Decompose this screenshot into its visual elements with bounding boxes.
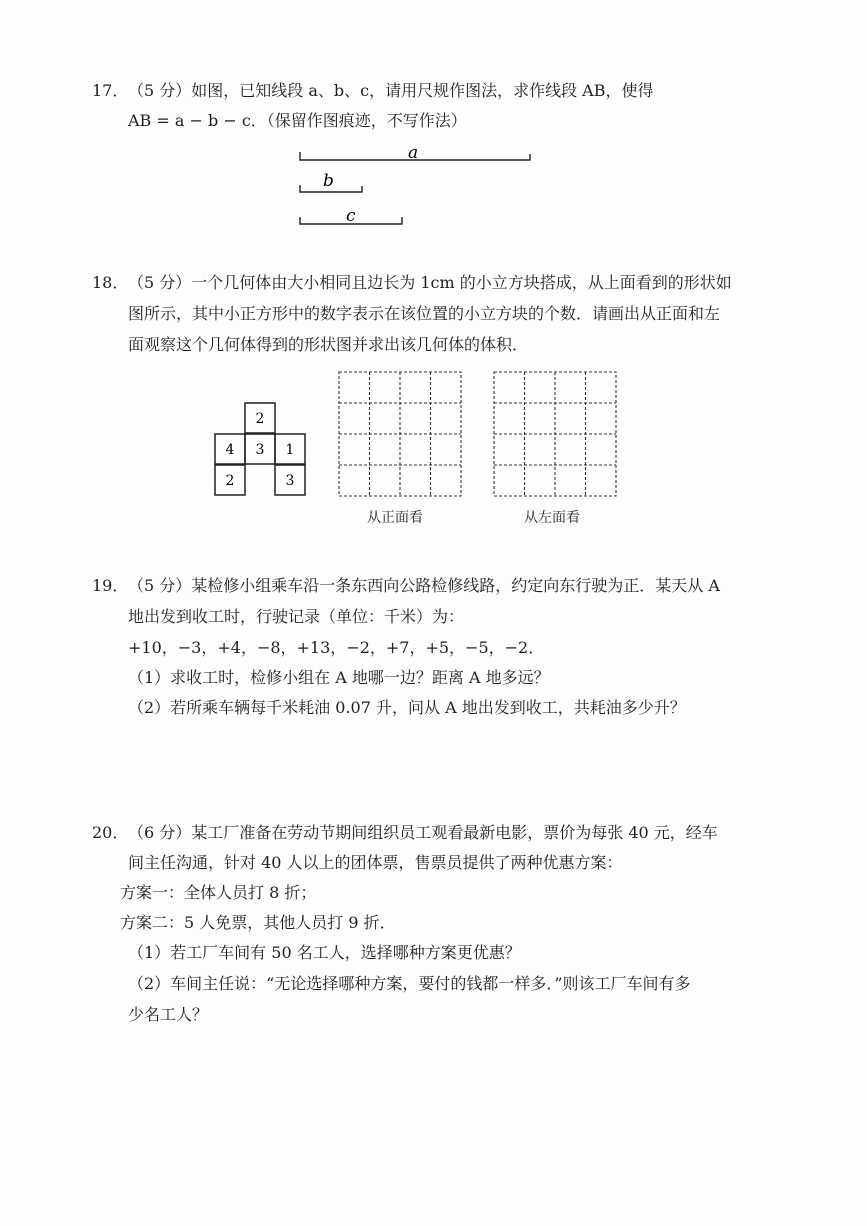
question-20-sub-2b: 少名工人？ [128,1005,209,1024]
front-view-caption: 从正面看 [367,510,423,526]
question-19-records: +10，−3，+4，−8，+13，−2，+7，+5，−5，−2． [128,638,545,657]
question-19-line-1: （5 分）某检修小组乘车沿一条东西向公路检修线路，约定向东行驶为正．某天从 A [128,576,720,595]
segment-c-label: c [346,206,356,226]
left-view-grid [492,370,620,500]
question-20-sub-2a: （2）车间主任说：“无论选择哪种方案，要付的钱都一样多．”则该工厂车间有多 [128,974,691,993]
top-view-cell: 2 [255,411,265,427]
question-19-line-2: 地出发到收工时，行驶记录（单位：千米）为： [128,607,465,626]
question-17-number: 17． [92,81,129,100]
top-view-cell: 3 [255,442,265,458]
top-view-cell: 3 [285,473,295,489]
top-view-figure [210,400,310,500]
question-18-number: 18． [92,273,129,292]
question-20-number: 20． [92,823,129,842]
top-view-cell: 1 [285,442,295,458]
question-17-line-1: （5 分）如图，已知线段 a、b、c，请用尺规作图法，求作线段 AB，使得 [128,81,654,100]
question-19-sub-1: （1）求收工时，检修小组在 A 地哪一边？距离 A 地多远？ [128,668,550,687]
question-20-line-2: 间主任沟通，针对 40 人以上的团体票，售票员提供了两种优惠方案： [128,853,623,872]
question-20-sub-1: （1）若工厂车间有 50 名工人，选择哪种方案更优惠？ [128,943,521,962]
top-view-cell: 4 [225,442,235,458]
segments-figure [290,140,550,240]
question-20-plan-2: 方案二：5 人免票，其他人员打 9 折． [120,913,396,932]
front-view-grid [337,370,465,500]
question-17-line-2: AB = a − b − c．（保留作图痕迹，不写作法） [128,111,467,130]
question-19-number: 19． [92,576,129,595]
left-view-caption: 从左面看 [524,510,580,526]
question-20-plan-1: 方案一：全体人员打 8 折； [120,883,317,902]
question-20-line-1: （6 分）某工厂准备在劳动节期间组织员工观看最新电影，票价为每张 40 元，经车 [128,823,718,842]
question-18-line-3: 面观察这个几何体得到的形状图并求出该几何体的体积． [128,335,529,354]
top-view-cell: 2 [225,473,235,489]
question-18-line-1: （5 分）一个几何体由大小相同且边长为 1cm 的小立方块搭成，从上面看到的形状如 [128,273,732,292]
segment-b-label: b [323,171,334,191]
question-19-sub-2: （2）若所乘车辆每千米耗油 0.07 升，问从 A 地出发到收工，共耗油多少升？ [128,698,686,717]
segment-a-label: a [408,143,419,163]
question-18-line-2: 图所示，其中小正方形中的数字表示在该位置的小立方块的个数．请画出从正面和左 [128,304,721,323]
